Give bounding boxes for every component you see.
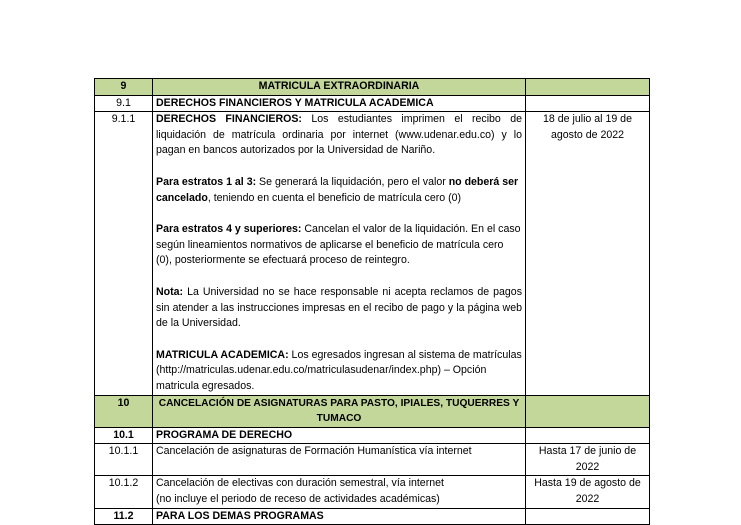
paragraph-text: La Universidad no se hace responsable ni acepta reclamos de pagos sin atender a las instrucciones impresas en el recibo de pago y la página web de la Universidad.: [156, 285, 522, 330]
subsection-row-9-1: [95, 95, 650, 112]
date-cell: [526, 427, 650, 444]
paragraph-text: Se generará la liquidación, pero el valor: [256, 175, 449, 188]
calendar-table: [94, 78, 650, 525]
bold-label: Para estratos 4 y superiores:: [156, 223, 302, 236]
paragraph-text: Los egresados ingresan al sistema de matrículas (http://matriculas.udenar.edu.co/matriculasudenar/index.php) – Opción matricula egresados.: [156, 348, 522, 392]
subsection-row-11-2: [95, 508, 650, 525]
row-number: 10.1.1: [95, 444, 153, 476]
bold-label: Para estratos 1 al 3:: [156, 175, 257, 188]
paragraph-nota: [156, 285, 522, 332]
date-cell: 18 de julio al 19 de agosto de 2022: [526, 112, 650, 395]
section-row-10: [95, 395, 650, 427]
paragraph-derechos: [156, 112, 522, 159]
item-description: Cancelación de asignaturas de Formación Humanística vía internet: [153, 444, 526, 476]
item-text-line: Cancelación de electivas con duración semestral, vía internet: [156, 477, 444, 490]
row-number: 11.2: [95, 508, 153, 525]
bold-phrase: no deberá ser cancelado: [156, 175, 519, 204]
paragraph-estratos-4: [156, 222, 522, 269]
item-row-10-1-2: [95, 476, 650, 508]
row-number: 9: [95, 79, 153, 96]
paragraph-text: , teniendo en cuenta el beneficio de matrícula cero (0): [207, 191, 462, 204]
section-title: MATRICULA EXTRAORDINARIA: [153, 79, 526, 96]
date-cell: Hasta 19 de agosto de 2022: [526, 476, 650, 508]
row-number: 10.1: [95, 427, 153, 444]
date-cell: Hasta 17 de junio de 2022: [526, 444, 650, 476]
date-cell: [526, 79, 650, 96]
subsection-title: PARA LOS DEMAS PROGRAMAS: [153, 508, 526, 525]
item-description: [153, 112, 526, 395]
item-text-line: (no incluye el periodo de receso de actividades académicas): [156, 493, 440, 506]
bold-label: Nota:: [156, 285, 184, 298]
paragraph-estratos-1-3: [156, 175, 522, 206]
paragraph-text: Los estudiantes imprimen el recibo de liquidación de matrícula ordinaria por internet (www.udenar.edu.co) y lo pagan en bancos autorizados por la Universidad de Nariño.: [156, 113, 522, 157]
item-row-10-1-1: [95, 444, 650, 476]
bold-label: DERECHOS FINANCIEROS:: [156, 113, 302, 126]
row-number: 9.1.1: [95, 112, 153, 395]
row-number: 9.1: [95, 95, 153, 112]
row-number: 10.1.2: [95, 476, 153, 508]
bold-label: MATRICULA ACADEMICA:: [156, 348, 289, 361]
subsection-title: PROGRAMA DE DERECHO: [153, 427, 526, 444]
paragraph-matricula: [156, 348, 522, 395]
date-cell: [526, 395, 650, 427]
item-row-9-1-1: [95, 112, 650, 395]
date-cell: [526, 508, 650, 525]
row-number: 10: [95, 395, 153, 427]
subsection-row-10-1: [95, 427, 650, 444]
section-row-9: [95, 79, 650, 96]
date-cell: [526, 95, 650, 112]
item-description: [153, 476, 526, 508]
subsection-title: DERECHOS FINANCIEROS Y MATRICULA ACADEMICA: [153, 95, 526, 112]
paragraph-text: Cancelan el valor de la liquidación. En el caso según lineamientos normativos de aplicarse el beneficio de matrícula cero (0), posteriormente se efectuará proceso de reintegro.: [156, 223, 521, 267]
section-title: CANCELACIÓN DE ASIGNATURAS PARA PASTO, IPIALES, TUQUERRES Y TUMACO: [153, 395, 526, 427]
